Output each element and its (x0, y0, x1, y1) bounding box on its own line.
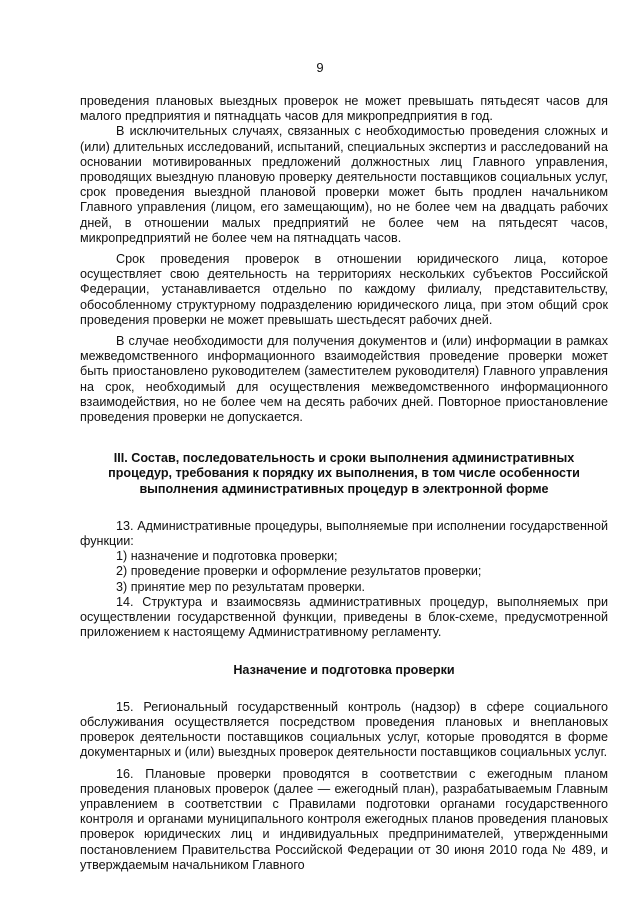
paragraph-multiregion-term: Срок проведения проверок в отношении юридического лица, которое осуществляет свою деятельность на территориях нескольких субъектов Российской Федерации, устанавливается отдельно по каждому филиалу, представительству, обособленному структурному подразделению юридического лица, при этом общий срок проведения проверки не может превышать шестьдесят рабочих дней. (80, 252, 608, 327)
paragraph-item-16: 16. Плановые проверки проводятся в соответствии с ежегодным планом проведения плановых проверок (далее — ежегодный план), разрабатываемым Главным управлением в соответствии с Правилами подготовки органами государственного контроля и органами муниципального контроля ежегодных планов проведения плановых проверок юридических лиц и индивидуальных предпринимателей, утвержденными постановлением Правительства Российской Федерации от 30 июня 2010 года № 489, и утверждаемым начальником Главного (80, 766, 608, 872)
paragraph-item-15: 15. Региональный государственный контроль (надзор) в сфере социального обслуживания осуществляется посредством проведения плановых и внеплановых проверок деятельности поставщиков социальных услуг, которые проводятся в форме документарных и (или) выездных проверок деятельности поставщиков социальных услуг. (80, 699, 608, 760)
paragraph-suspension: В случае необходимости для получения документов и (или) информации в рамках межведомственного информационного взаимодействия проведение проверки может быть приостановлено руководителем (заместителем руководителя) Главного управления на срок, необходимый для осуществления межведомственного информационного взаимодействия, но не более чем на десять рабочих дней. Повторное приостановление проведения проверки не допускается. (80, 334, 608, 425)
subheading: Назначение и подготовка проверки (233, 662, 455, 677)
paragraph-exceptional-cases: В исключительных случаях, связанных с необходимостью проведения сложных и (или) длительных исследований, испытаний, специальных экспертиз и расследований на основании мотивированных предложений должностных лиц Главного управления, проводящих выездную плановую проверку деятельности поставщиков социальных услуг, срок проведения выездной плановой проверки может быть продлен начальником Главного управления (лицом, его замещающим), но не более чем на двадцать рабочих дней, в отношении малых предприятий не более чем на пятьдесят часов, микропредприятий не более чем на пятнадцать часов. (80, 124, 608, 245)
section-heading: III. Состав, последовательность и сроки выполнения административных процедур, требования к порядку их выполнения, в том числе особенности выполнения административных процедур в электронной форме (108, 451, 580, 496)
paragraph-item-14: 14. Структура и взаимосвязь административных процедур, выполняемых при осуществлении государственной функции, приведены в блок-схеме, предусмотренной приложением к настоящему Административному регламенту. (80, 594, 608, 640)
body-text (80, 94, 608, 873)
paragraph-item-13: 13. Административные процедуры, выполняемые при исполнении государственной функции: (80, 518, 608, 549)
page-number: 9 (316, 60, 324, 75)
list-item: 3) принятие мер по результатам проверки. (116, 579, 366, 594)
list-item: 1) назначение и подготовка проверки; (116, 549, 338, 564)
list-item: 2) проведение проверки и оформление результатов проверки; (116, 564, 482, 579)
paragraph-continuation: проведения плановых выездных проверок не может превышать пятьдесят часов для малого предприятия и пятнадцать часов для микропредприятия в год. (80, 94, 608, 124)
